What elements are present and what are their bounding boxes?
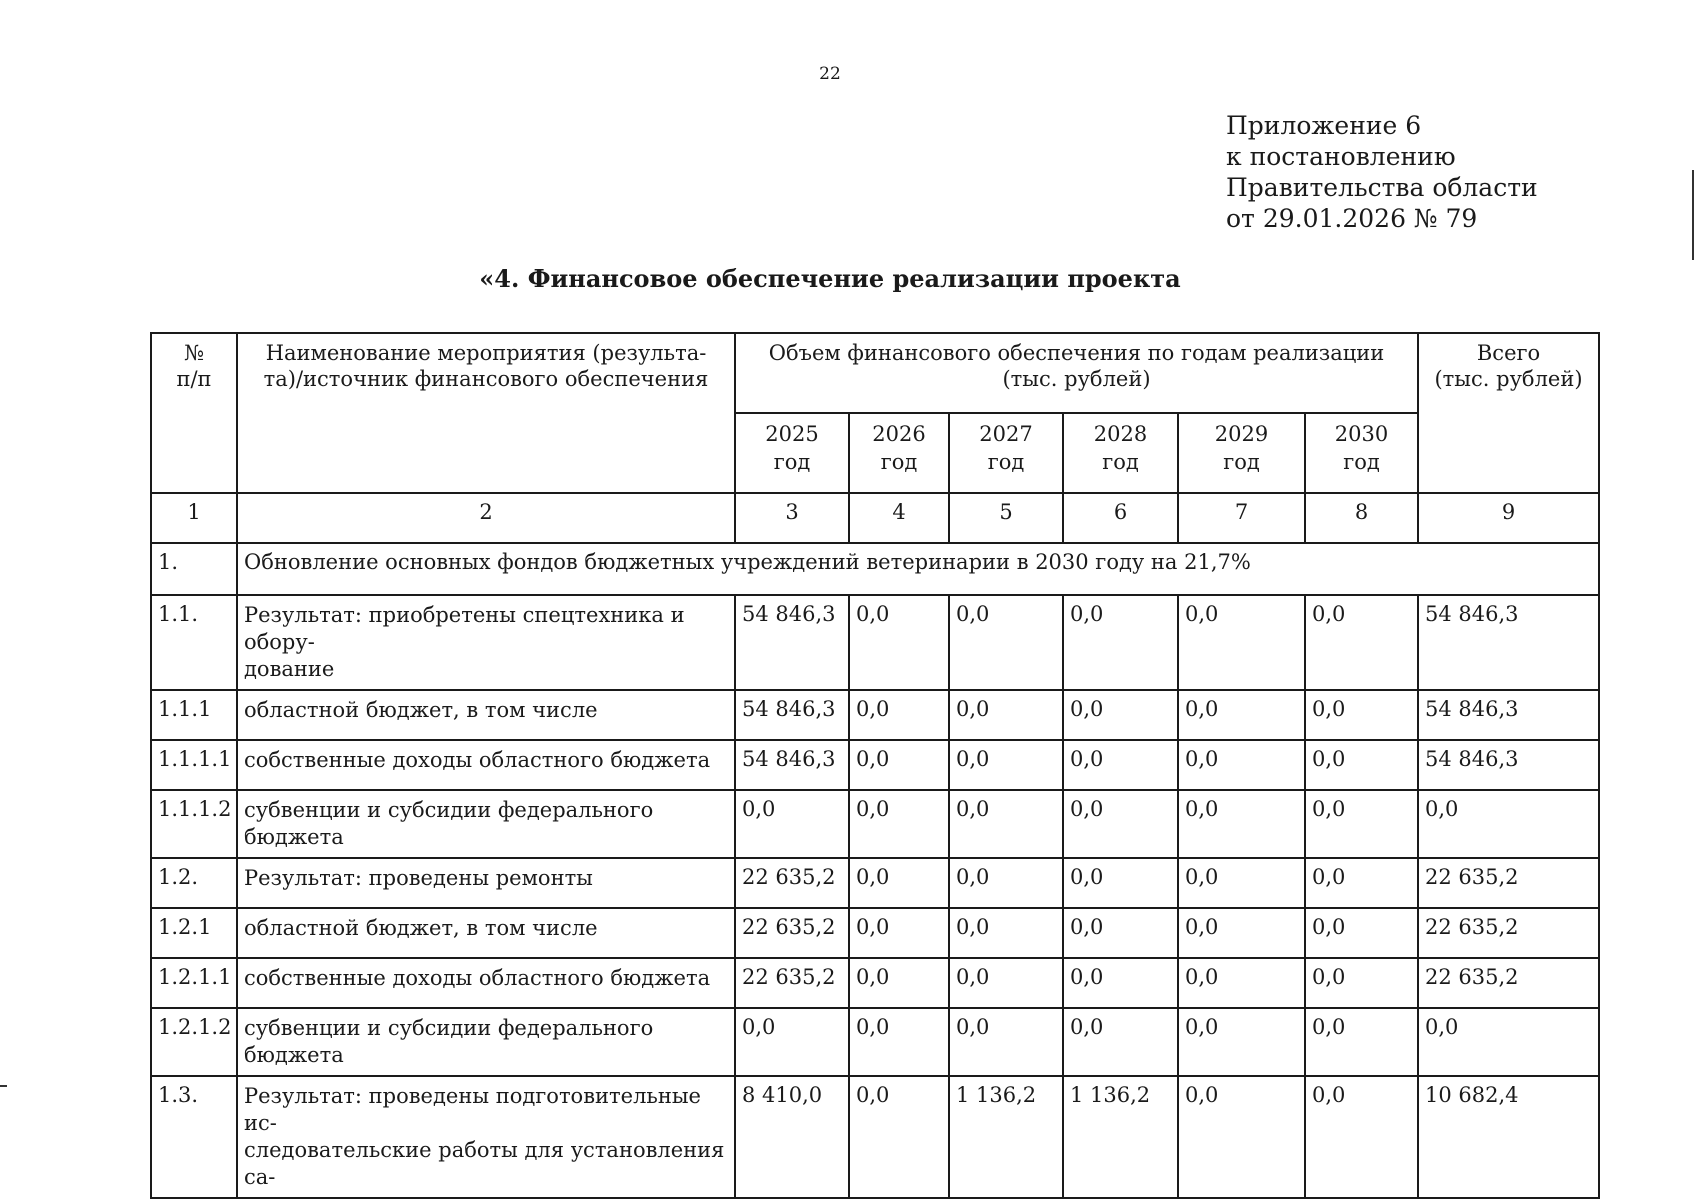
section-row xyxy=(151,543,1599,595)
value-2030: 0,0 xyxy=(1305,1008,1418,1076)
header-name: Наименование мероприятия (результа- та)/источник финансового обеспечения xyxy=(237,333,735,493)
appendix-line: Правительства области xyxy=(1226,173,1538,202)
value-2026: 0,0 xyxy=(849,1008,949,1076)
row-name: Результат: проведены подготовительные ис- следовательские работы для установления са- xyxy=(237,1076,735,1198)
column-number: 5 xyxy=(949,493,1063,543)
value-2028: 0,0 xyxy=(1063,1008,1178,1076)
value-2028: 0,0 xyxy=(1063,908,1178,958)
row-no: 1.2.1.1 xyxy=(151,958,237,1008)
column-number: 2 xyxy=(237,493,735,543)
section-text: Обновление основных фондов бюджетных учреждений ветеринарии в 2030 году на 21,7% xyxy=(237,543,1599,595)
header-volume: Объем финансового обеспечения по годам реализации (тыс. рублей) xyxy=(735,333,1418,413)
column-number: 4 xyxy=(849,493,949,543)
finance-table xyxy=(150,332,1600,1199)
row-no: 1.1.1 xyxy=(151,690,237,740)
value-2027: 0,0 xyxy=(949,858,1063,908)
value-2026: 0,0 xyxy=(849,908,949,958)
table-row xyxy=(151,908,1599,958)
table-row xyxy=(151,790,1599,858)
row-no: 1.2.1.2 xyxy=(151,1008,237,1076)
column-number: 1 xyxy=(151,493,237,543)
row-name: областной бюджет, в том числе xyxy=(237,908,735,958)
value-2028: 1 136,2 xyxy=(1063,1076,1178,1198)
value-2028: 0,0 xyxy=(1063,790,1178,858)
table-row xyxy=(151,740,1599,790)
appendix-note xyxy=(1226,110,1538,234)
value-2029: 0,0 xyxy=(1178,958,1305,1008)
header-year: 2028 год xyxy=(1063,413,1178,493)
row-name: собственные доходы областного бюджета xyxy=(237,958,735,1008)
page-number: 22 xyxy=(819,64,841,84)
value-2030: 0,0 xyxy=(1305,595,1418,690)
row-no: 1.1.1.2 xyxy=(151,790,237,858)
value-2028: 0,0 xyxy=(1063,690,1178,740)
row-name: областной бюджет, в том числе xyxy=(237,690,735,740)
row-name: собственные доходы областного бюджета xyxy=(237,740,735,790)
value-2025: 54 846,3 xyxy=(735,690,849,740)
value-2029: 0,0 xyxy=(1178,690,1305,740)
header-year: 2029 год xyxy=(1178,413,1305,493)
value-total: 54 846,3 xyxy=(1418,595,1599,690)
row-name: Результат: приобретены спецтехника и обору- дование xyxy=(237,595,735,690)
table-row xyxy=(151,858,1599,908)
section-title: «4. Финансовое обеспечение реализации проекта xyxy=(479,264,1181,293)
value-2030: 0,0 xyxy=(1305,790,1418,858)
value-total: 54 846,3 xyxy=(1418,690,1599,740)
appendix-line: к постановлению xyxy=(1226,142,1456,171)
appendix-line: Приложение 6 xyxy=(1226,111,1422,140)
table-row xyxy=(151,1076,1599,1198)
value-2025: 54 846,3 xyxy=(735,740,849,790)
value-2026: 0,0 xyxy=(849,690,949,740)
value-2027: 0,0 xyxy=(949,958,1063,1008)
value-2029: 0,0 xyxy=(1178,790,1305,858)
header-total: Всего (тыс. рублей) xyxy=(1418,333,1599,493)
value-2026: 0,0 xyxy=(849,1076,949,1198)
column-number: 3 xyxy=(735,493,849,543)
row-name: субвенции и субсидии федерального бюджета xyxy=(237,790,735,858)
table-row xyxy=(151,690,1599,740)
value-2028: 0,0 xyxy=(1063,740,1178,790)
row-name: Результат: проведены ремонты xyxy=(237,858,735,908)
scan-edge-mark xyxy=(1692,170,1694,260)
header-year: 2025 год xyxy=(735,413,849,493)
column-number: 6 xyxy=(1063,493,1178,543)
column-number: 7 xyxy=(1178,493,1305,543)
value-2025: 8 410,0 xyxy=(735,1076,849,1198)
value-2027: 0,0 xyxy=(949,690,1063,740)
row-no: 1.1.1.1 xyxy=(151,740,237,790)
scan-edge-mark xyxy=(0,1085,7,1087)
header-year: 2026 год xyxy=(849,413,949,493)
value-2026: 0,0 xyxy=(849,858,949,908)
value-2025: 22 635,2 xyxy=(735,958,849,1008)
value-2030: 0,0 xyxy=(1305,908,1418,958)
value-total: 0,0 xyxy=(1418,790,1599,858)
row-no: 1.3. xyxy=(151,1076,237,1198)
value-2026: 0,0 xyxy=(849,740,949,790)
row-no: 1.2.1 xyxy=(151,908,237,958)
value-2026: 0,0 xyxy=(849,790,949,858)
value-total: 10 682,4 xyxy=(1418,1076,1599,1198)
value-2028: 0,0 xyxy=(1063,958,1178,1008)
row-no: 1.2. xyxy=(151,858,237,908)
value-2030: 0,0 xyxy=(1305,690,1418,740)
value-2025: 54 846,3 xyxy=(735,595,849,690)
value-total: 22 635,2 xyxy=(1418,908,1599,958)
value-total: 22 635,2 xyxy=(1418,958,1599,1008)
value-total: 54 846,3 xyxy=(1418,740,1599,790)
value-2025: 22 635,2 xyxy=(735,908,849,958)
header-year: 2030 год xyxy=(1305,413,1418,493)
appendix-line: от 29.01.2026 № 79 xyxy=(1226,204,1478,233)
section-no: 1. xyxy=(151,543,237,595)
value-total: 22 635,2 xyxy=(1418,858,1599,908)
value-2029: 0,0 xyxy=(1178,858,1305,908)
value-2029: 0,0 xyxy=(1178,1076,1305,1198)
value-2029: 0,0 xyxy=(1178,595,1305,690)
value-2029: 0,0 xyxy=(1178,908,1305,958)
value-2027: 1 136,2 xyxy=(949,1076,1063,1198)
value-2026: 0,0 xyxy=(849,595,949,690)
column-number: 9 xyxy=(1418,493,1599,543)
value-2029: 0,0 xyxy=(1178,1008,1305,1076)
value-2027: 0,0 xyxy=(949,595,1063,690)
value-2025: 0,0 xyxy=(735,1008,849,1076)
table-row xyxy=(151,1008,1599,1076)
value-2027: 0,0 xyxy=(949,1008,1063,1076)
header-no: № п/п xyxy=(151,333,237,493)
table-row xyxy=(151,595,1599,690)
value-2030: 0,0 xyxy=(1305,858,1418,908)
value-2029: 0,0 xyxy=(1178,740,1305,790)
value-2025: 0,0 xyxy=(735,790,849,858)
value-2027: 0,0 xyxy=(949,740,1063,790)
row-no: 1.1. xyxy=(151,595,237,690)
value-2030: 0,0 xyxy=(1305,740,1418,790)
table-row xyxy=(151,958,1599,1008)
column-number: 8 xyxy=(1305,493,1418,543)
header-year: 2027 год xyxy=(949,413,1063,493)
row-name: субвенции и субсидии федерального бюджета xyxy=(237,1008,735,1076)
value-2030: 0,0 xyxy=(1305,958,1418,1008)
value-2028: 0,0 xyxy=(1063,858,1178,908)
value-2027: 0,0 xyxy=(949,790,1063,858)
value-2027: 0,0 xyxy=(949,908,1063,958)
value-2028: 0,0 xyxy=(1063,595,1178,690)
value-total: 0,0 xyxy=(1418,1008,1599,1076)
value-2026: 0,0 xyxy=(849,958,949,1008)
value-2030: 0,0 xyxy=(1305,1076,1418,1198)
value-2025: 22 635,2 xyxy=(735,858,849,908)
